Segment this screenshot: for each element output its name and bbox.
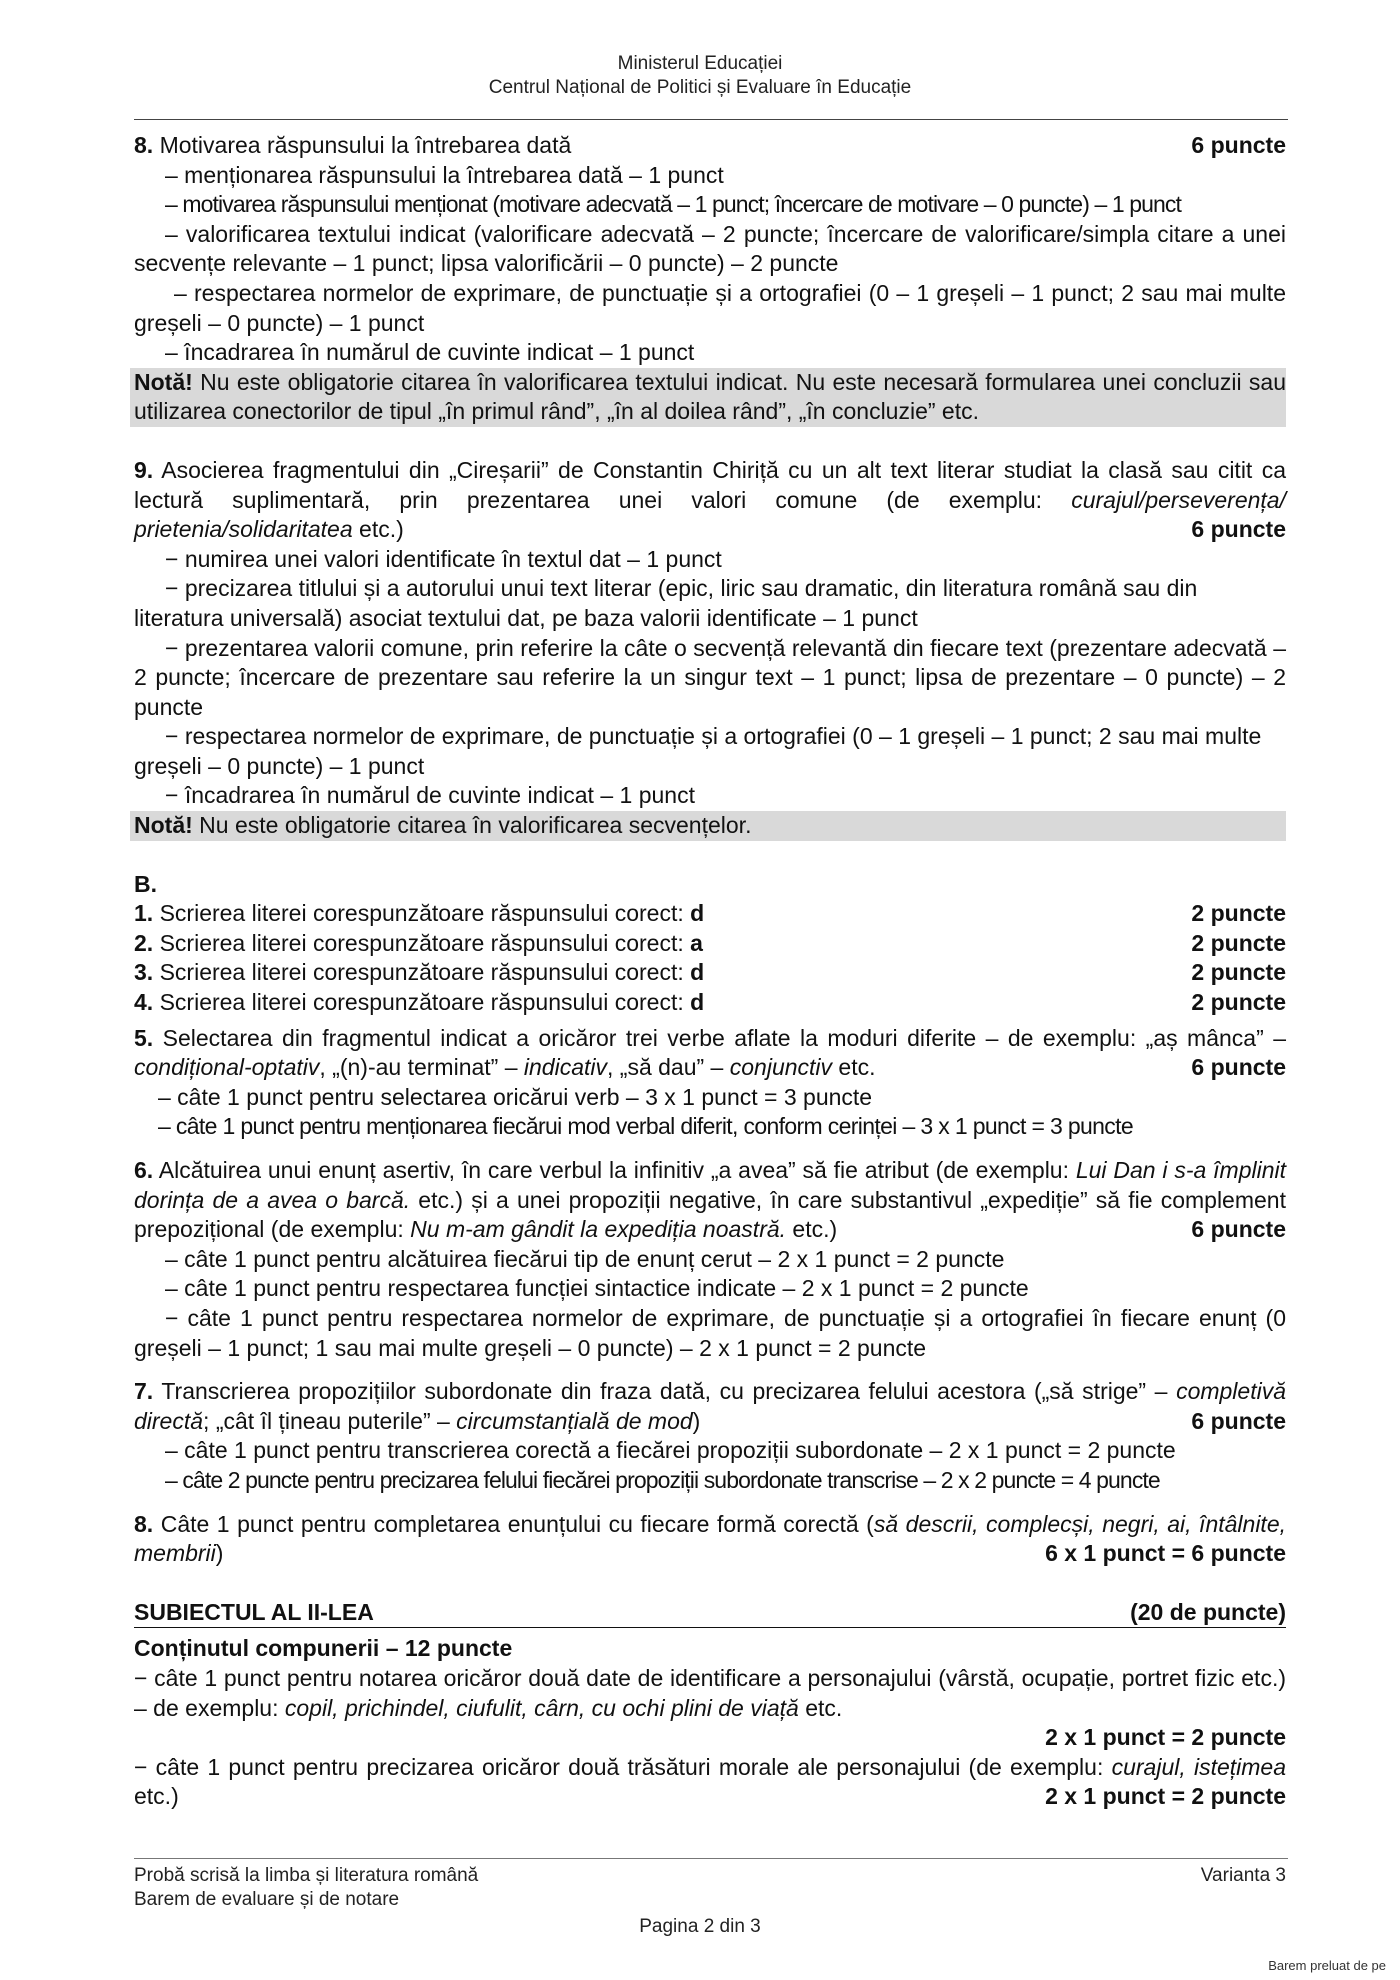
item-number: 8. [134, 132, 154, 158]
ministry-name: Ministerul Educației [617, 53, 783, 74]
subject-points: (20 de puncte) [1130, 1598, 1286, 1625]
subject-title: SUBIECTUL AL II-LEA [134, 1598, 374, 1625]
criterion-line: – încadrarea în numărul de cuvinte indicat – 1 punct [165, 339, 695, 366]
note-box [130, 811, 1286, 841]
criterion-points: 2 x 1 punct = 2 puncte [1045, 1724, 1286, 1751]
page-footer [134, 1864, 1286, 1912]
note-label: Notă! [134, 368, 193, 395]
answer-row: 3. Scrierea literei corespunzătoare răspunsului corect: d 2 puncte [134, 959, 1286, 986]
criterion-line: – câte 1 punct pentru selectarea oricărui verb – 3 x 1 punct = 3 puncte [158, 1083, 873, 1110]
item-points: 6 puncte [1191, 1054, 1286, 1081]
criterion-line: – menționarea răspunsului la întrebarea dată – 1 punct [165, 161, 724, 188]
page-header [0, 52, 1400, 100]
criterion-line: – câte 1 punct pentru transcrierea corectă a fiecărei propoziții subordonate – 2 x 1 punct = 2 puncte [165, 1437, 1176, 1464]
item-9-heading: 9. Asocierea fragmentului din „Cireșarii” de Constantin Chiriță cu un alt text literar studiat la clasă sau citit ca lectură suplimentară, prin prezentarea unei valori comune (de exemplu: curajul/perseverența/ prietenia/solidaritatea etc.) 6 puncte [134, 456, 1286, 545]
item-points: 6 puncte [1191, 516, 1286, 543]
criterion-line: – respectarea normelor de exprimare, de punctuație și a ortografiei (0 – 1 greșeli – 1 punct; 2 sau mai multe greșeli – 0 puncte) – 1 punct [134, 279, 1286, 336]
subject-2-heading [134, 1598, 1286, 1629]
criterion-line: – câte 1 punct pentru respectarea funcției sintactice indicate – 2 x 1 punct = 2 puncte [165, 1275, 1029, 1302]
item-points: 6 puncte [1191, 1216, 1286, 1243]
source-stamp: Barem preluat de pe [1268, 1958, 1386, 1973]
answer-row: 4. Scrierea literei corespunzătoare răspunsului corect: d 2 puncte [134, 989, 1286, 1016]
criterion-line: – motivarea răspunsului menționat (motivare adecvată – 1 punct; încercare de motivare – 0 puncte) – 1 punct [165, 191, 1181, 218]
item-number: 9. [134, 456, 154, 483]
footer-doc-title: Barem de evaluare și de notare [134, 1889, 400, 1910]
note-text: Nu este obligatorie citarea în valorificarea textului indicat. Nu este necesară formularea unei concluzii sau utilizarea conectorilor de tipul „în primul rând”, „în al doilea rând”, „în concluzie” etc. [134, 368, 1286, 425]
criterion-line: − numirea unei valori identificate în textul dat – 1 punct [165, 545, 722, 572]
criterion-line: − respectarea normelor de exprimare, de punctuație și a ortografiei (0 – 1 greșeli – 1 punct; 2 sau mai multe greșeli – 0 puncte) – 1 punct [134, 723, 1262, 779]
part-b-label: B. [134, 870, 157, 897]
criterion-line: − precizarea titlului și a autorului unui text literar (epic, liric sau dramatic, din literatura română sau din literatura universală) asociat textului dat, pe baza valorii identificate – 1 punct [134, 575, 1198, 631]
item-7-heading: 7. Transcrierea propozițiilor subordonate din fraza dată, cu precizarea felului acestora („să strige” – completivă directă; „cât îl țineau puterile” – circumstanțială de mod) 6 puncte [134, 1377, 1286, 1436]
criterion-line: − încadrarea în numărul de cuvinte indicat – 1 punct [165, 782, 695, 809]
answer-row: 1. Scrierea literei corespunzătoare răspunsului corect: d 2 puncte [134, 900, 1286, 927]
criterion-line: − câte 1 punct pentru precizarea oricăror două trăsături morale ale personajului (de exemplu: curajul, istețimea etc.) 2 x 1 punct = 2 puncte [134, 1753, 1286, 1812]
item-points: 6 x 1 punct = 6 puncte [1045, 1540, 1286, 1567]
page-number: Pagina 2 din 3 [639, 1916, 761, 1937]
document-body [134, 131, 1286, 1812]
footer-divider [134, 1858, 1288, 1859]
item-6-heading: 6. Alcătuirea unui enunț asertiv, în care verbul la infinitiv „a avea” să fie atribut (de exemplu: Lui Dan i s-a împlinit dorința de a avea o barcă. etc.) și a unei propoziții negative, în care substantivul „expediție” să fie complement prepozițional (de exemplu: Nu m-am gândit la expediția noastră. etc.) 6 puncte [134, 1156, 1286, 1245]
criterion-line: – câte 1 punct pentru alcătuirea fiecărui tip de enunț cerut – 2 x 1 punct = 2 puncte [165, 1245, 1005, 1272]
criterion-line: – câte 1 punct pentru menționarea fiecărui mod verbal diferit, conform cerinței – 3 x 1 punct = 3 puncte [158, 1113, 1134, 1140]
note-label: Notă! [134, 812, 193, 839]
center-name: Centrul Național de Politici și Evaluare în Educație [488, 77, 912, 98]
content-title: Conținutul compunerii – 12 puncte [134, 1635, 513, 1662]
item-8b-heading: 8. Câte 1 punct pentru completarea enunțului cu fiecare formă corectă (să descrii, complecși, negri, ai, întâlnite, membrii) 6 x 1 punct = 6 puncte [134, 1510, 1286, 1569]
item-5-heading: 5. Selectarea din fragmentul indicat a oricăror trei verbe aflate la moduri diferite – de exemplu: „aș mânca” – condițional-optativ, „(n)-au terminat” – indicativ, „să dau” – conjunctiv etc. 6 puncte [134, 1024, 1286, 1083]
note-text: Nu este obligatorie citarea în valorificarea secvențelor. [192, 812, 752, 839]
criterion-line: − prezentarea valorii comune, prin referire la câte o secvență relevantă din fiecare text (prezentare adecvată – 2 puncte; încercare de prezentare sau referire la un singur text – 1 punct; lipsa de prezentare – 0 puncte) – 2 puncte [134, 634, 1286, 720]
criterion-line: – valorificarea textului indicat (valorificare adecvată – 2 puncte; încercare de valorificare/simpla citare a unei secvențe relevante – 1 punct; lipsa valorificării – 0 puncte) – 2 puncte [134, 220, 1286, 277]
item-points: 6 puncte [1191, 132, 1286, 158]
item-8-heading [134, 131, 1286, 161]
footer-variant: Varianta 3 [1200, 1865, 1286, 1886]
answer-row: 2. Scrierea literei corespunzătoare răspunsului corect: a 2 puncte [134, 929, 1286, 956]
item-points: 6 puncte [1191, 1407, 1286, 1434]
item-title: Motivarea răspunsului la întrebarea dată [159, 132, 572, 158]
criterion-line: − câte 1 punct pentru respectarea normelor de exprimare, de punctuație și a ortografiei în fiecare enunț (0 greșeli – 1 punct; 1 sau mai multe greșeli – 0 puncte) – 2 x 1 punct = 2 puncte [134, 1304, 1286, 1361]
header-divider [134, 119, 1288, 120]
criterion-points: 2 x 1 punct = 2 puncte [1045, 1783, 1286, 1810]
criterion-line: – câte 2 puncte pentru precizarea felului fiecărei propoziții subordonate transcrise – 2 x 2 puncte = 4 puncte [165, 1466, 1160, 1493]
criterion-line: − câte 1 punct pentru notarea oricăror două date de identificare a personajului (vârstă, ocupație, portret fizic etc.) – de exemplu: copil, prichindel, ciufulit, cârn, cu ochi plini de viață etc. [134, 1664, 1286, 1721]
footer-exam-title: Probă scrisă la limba și literatura română [134, 1865, 479, 1886]
note-box [130, 368, 1286, 427]
